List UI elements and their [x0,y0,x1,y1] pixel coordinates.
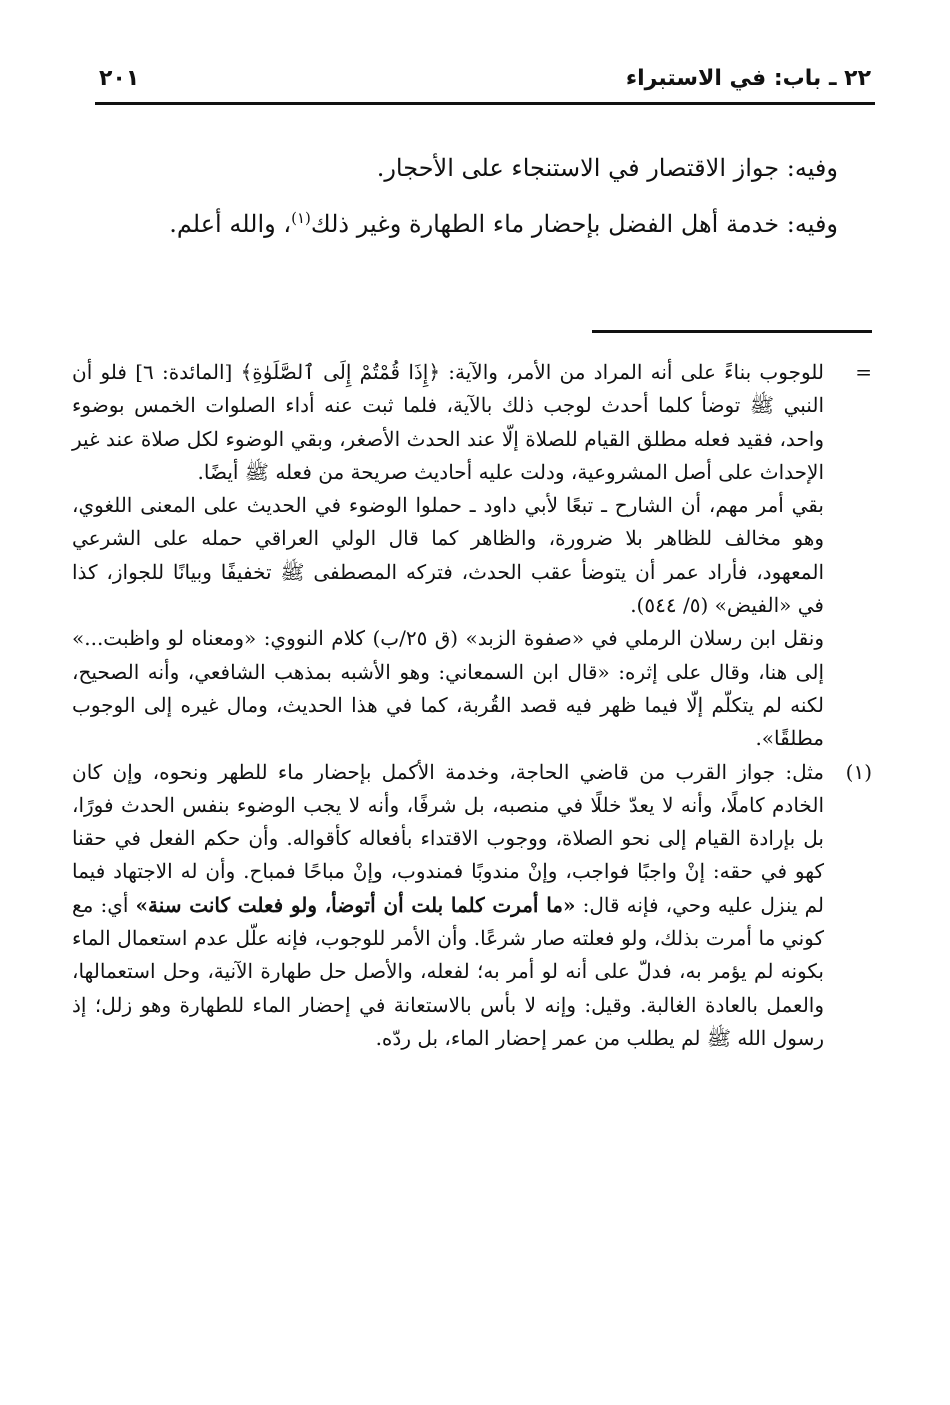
hadith-quote: «ما أمرت كلما بلت أن أتوضأ، ولو فعلت كانت سنة» [135,892,576,917]
footnote-text: مثل: جواز القرب من قاضي الحاجة، وخدمة الأكمل بإحضار ماء للطهر ونحوه، وإن كان الخادم كاملًا، وأنه لا يعدّ خللًا في منصبه، بل شرفًا، وأنه لا يجب الوضوء بنفس الحدث فورًا، بل بإرادة القيام إلى نحو الصلاة، ووجوب الاقتداء بأفعاله كأقواله. وأن حكم الفعل في حقنا كهو في حقه: إنْ واجبًا فواجب، وإنْ مندوبًا فمندوب، وإنْ مباحًا فمباح. وأن له الاجتهاد فيما لم ينزل عليه وحي، فإنه قال: [72,759,825,917]
footnote-number: (١) [845,759,872,784]
footnote-paragraph: ونقل ابن رسلان الرملي في «صفوة الزبد» (ق ٢٥/ب) كلام النووي: «ومعناه لو واظبت...» إلى هنا، وقال على إثره: «قال ابن السمعاني: وهو الأشبه بمذهب الشافعي، وأنه الصحيح، لكنه لم يتكلّم إلّا فيما ظهر فيه قصد القُربة، كما في هذا الحديث، ومال غيره إلى الوجوب مطلقًا». [72,626,824,751]
footnote-paragraph: بقي أمر مهم، أن الشارح ـ تبعًا لأبي داود ـ حملوا الوضوء في الحديث على المعنى اللغوي، وهو مخالف للظاهر بلا ضرورة، والظاهر كما قال الولي العراقي حمله على الشرعي المعهود، فأراد عمر أن يتوضأ عقب الحدث، فتركه المصطفى ﷺ تخفيفًا وبيانًا للجواز، كذا في «الفيض» (٥/ ٥٤٤). [72,493,824,618]
footnote-reference[interactable]: (١) [291,209,311,227]
footnote-paragraph [72,756,824,1056]
main-paragraph [90,196,872,252]
main-paragraph: وفيه: جواز الاقتصار في الاستنجاء على الأحجار. [376,154,838,182]
continuation-marker: = [855,360,872,384]
footnote-continuation [72,356,872,756]
main-text [90,140,872,252]
footnote-paragraph: للوجوب بناءً على أنه المراد من الأمر، والآية: ﴿إِذَا قُمْتُمْ إِلَى ٱلصَّلَوٰةِ﴾ [المائدة: ٦] فلو أن النبي ﷺ توضأ كلما أحدث لوجب ذلك بالآية، فلما ثبت عنه أداء الصلوات الخمس بوضوء واحد، فقيد فعله مطلق القيام للصلاة إلّا عند الحدث الأصغر، وبقي الوضوء لكل صلاة عند غير الإحداث على أصل المشروعية، ودلت عليه أحاديث صريحة من فعله ﷺ أيضًا. [72,360,824,484]
footnotes-section [72,356,872,1055]
chapter-title: ٢٢ ـ باب: في الاستبراء [625,66,871,91]
running-head [95,62,875,105]
page-number: ٢٠١ [99,66,140,91]
footnote-text: أي: مع كوني ما أمرت بذلك، ولو فعلته صار شرعًا. وأن الأمر للوجوب، فإنه علّل عدم استعمال الماء بكونه لم يؤمر به، فدلّ على أنه لو أمر به؛ لفعله، والأصل حل طهارة الآنية، وحل استعمالها، والعمل بالعادة الغالبة. وقيل: وإنه لا بأس بالاستعانة في إحضار الماء للطهارة وهو زلل؛ إذ رسول الله ﷺ لم يطلب من عمر إحضار الماء، بل ردّه. [72,892,824,1050]
main-paragraph-text: ، والله أعلم. [169,210,292,238]
footnote-1 [72,756,872,1056]
footnote-separator [592,330,872,333]
main-paragraph-text: وفيه: خدمة أهل الفضل بإحضار ماء الطهارة وغير ذلك [310,210,838,238]
